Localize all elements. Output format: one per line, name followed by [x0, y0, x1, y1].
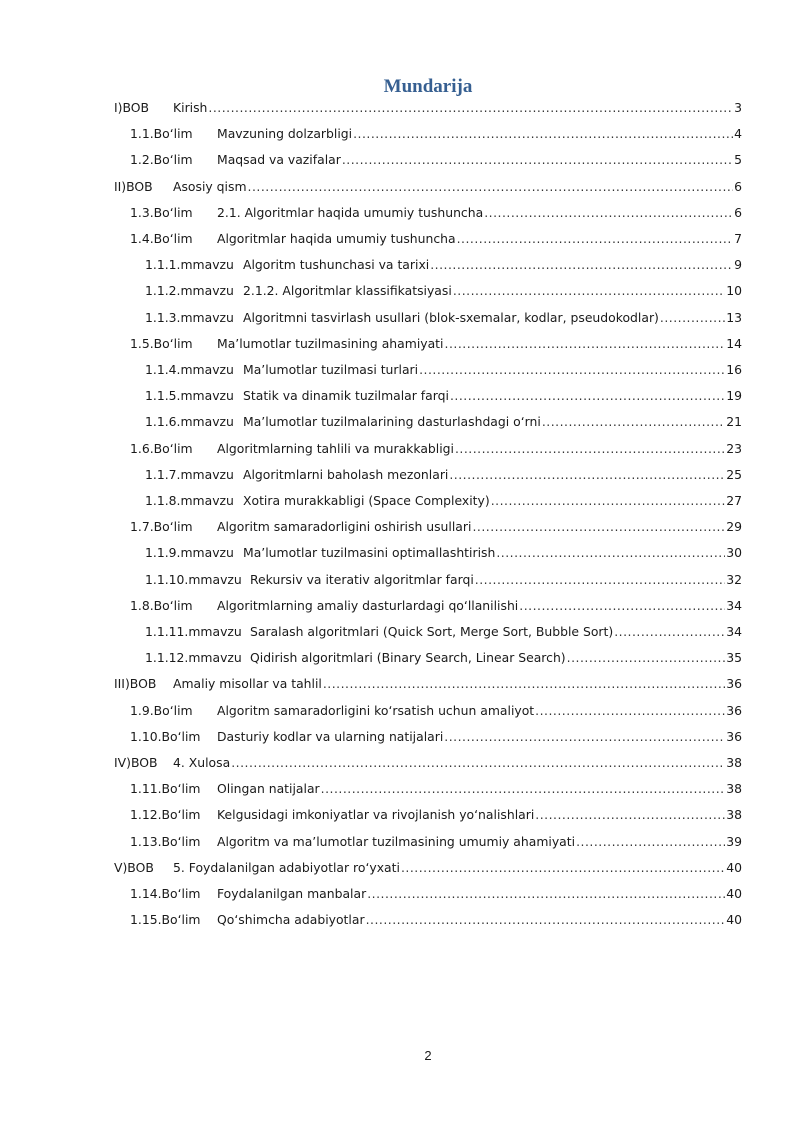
toc-entry-page: 36	[726, 702, 742, 718]
toc-entry-title: Olingan natijalar	[217, 781, 320, 797]
toc-entry-page: 23	[726, 440, 742, 456]
toc-entry-number: 1.10.Bo‘lim	[130, 728, 201, 744]
toc-leader-dots	[491, 491, 726, 511]
toc-entry[interactable]	[130, 203, 742, 223]
toc-entry-title: Kirish	[173, 100, 208, 115]
toc-entry[interactable]	[130, 884, 742, 904]
toc-entry-number: 1.1.9.mmavzu	[145, 545, 234, 561]
toc-entry-title: 2.1.2. Algoritmlar klassifikatsiyasi	[243, 283, 452, 299]
toc-entry[interactable]	[145, 491, 742, 511]
toc-entry-title: Algoritm samaradorligini ko‘rsatish uchun amaliyot	[217, 702, 535, 718]
toc-entry[interactable]	[114, 674, 742, 694]
toc-leader-dots	[535, 701, 725, 721]
toc-entry[interactable]	[130, 727, 742, 747]
toc-entry-title: Xotira murakkabligi (Space Complexity)	[243, 493, 490, 508]
toc-entry-title: Ma’lumotlar tuzilmalarining dasturlashdagi o‘rni	[243, 414, 541, 430]
toc-entry[interactable]	[130, 229, 742, 249]
toc-entry[interactable]	[145, 570, 742, 590]
page-number: 2	[424, 1048, 432, 1063]
toc-leader-dots	[449, 465, 725, 485]
toc-leader-dots	[367, 884, 725, 904]
toc-entry-number: 1.12.Bo‘lim	[130, 807, 201, 823]
toc-entry-page: 36	[726, 676, 742, 692]
toc-entry-page: 27	[726, 493, 742, 508]
toc-entry-number: 1.1.8.mmavzu	[145, 493, 234, 508]
toc-leader-dots	[660, 308, 725, 328]
toc-entry[interactable]	[130, 832, 742, 852]
toc-entry-title: Maqsad va vazifalar	[217, 152, 341, 168]
toc-entry-page: 39	[726, 833, 742, 849]
toc-entry[interactable]	[145, 465, 742, 485]
toc-entry-number: 1.6.Bo‘lim	[130, 440, 193, 456]
toc-entry[interactable]	[130, 779, 742, 799]
toc-entry-page: 4	[734, 126, 742, 142]
toc-entry-title: 2.1. Algoritmlar haqida umumiy tushuncha	[217, 204, 484, 220]
toc-entry-page: 16	[726, 362, 742, 377]
toc-leader-dots	[457, 229, 734, 249]
toc-entry-title: Amaliy misollar va tahlil	[173, 676, 322, 692]
toc-entry-page: 9	[734, 257, 742, 273]
toc-entry-number: I)BOB	[114, 100, 150, 115]
toc-entry-number: 1.3.Bo‘lim	[130, 204, 193, 220]
toc-leader-dots	[535, 805, 725, 825]
toc-leader-dots	[248, 177, 734, 197]
toc-entry-number: III)BOB	[114, 676, 157, 692]
toc-leader-dots	[419, 360, 725, 380]
toc-leader-dots	[321, 779, 726, 799]
toc-entry-page: 7	[734, 231, 742, 246]
toc-entry-page: 34	[726, 597, 742, 613]
toc-entry[interactable]	[130, 439, 742, 459]
toc-entry-page: 35	[726, 650, 742, 666]
toc-leader-dots	[567, 648, 726, 668]
toc-entry-title: Ma’lumotlar tuzilmasining ahamiyati	[217, 335, 444, 351]
toc-entry-title: Statik va dinamik tuzilmalar farqi	[243, 388, 449, 404]
toc-entry-page: 40	[726, 912, 742, 928]
toc-entry-title: Algoritmlar haqida umumiy tushuncha	[217, 231, 456, 246]
toc-entry-number: 1.9.Bo‘lim	[130, 702, 193, 718]
toc-leader-dots	[323, 674, 725, 694]
toc-entry-title: Rekursiv va iterativ algoritmlar farqi	[250, 571, 474, 587]
toc-entry-page: 34	[726, 624, 742, 639]
toc-entry-title: 4. Xulosa	[173, 755, 231, 770]
toc-entry[interactable]	[145, 543, 742, 563]
toc-entry[interactable]	[130, 596, 742, 616]
toc-entry-title: Foydalanilgan manbalar	[217, 886, 367, 901]
toc-entry-title: Algoritm samaradorligini oshirish usullari	[217, 519, 472, 535]
toc-entry-title: Algoritm va ma’lumotlar tuzilmasining umumiy ahamiyati	[217, 833, 576, 849]
toc-entry-number: 1.15.Bo‘lim	[130, 912, 201, 928]
toc-entry-page: 13	[726, 309, 742, 325]
toc-entry-page: 19	[726, 388, 742, 404]
toc-entry-page: 6	[734, 178, 742, 194]
toc-leader-dots	[475, 570, 725, 590]
toc-entry-page: 36	[726, 728, 742, 744]
toc-entry[interactable]	[114, 753, 742, 773]
toc-entry-title: Algoritmlarni baholash mezonlari	[243, 466, 449, 482]
toc-entry[interactable]	[145, 386, 742, 406]
toc-entry-page: 21	[726, 414, 742, 430]
toc-leader-dots	[401, 858, 725, 878]
toc-entry-title: Qo‘shimcha adabiyotlar	[217, 912, 365, 928]
toc-title: Mundarija	[383, 76, 473, 97]
toc-entry[interactable]	[145, 308, 742, 328]
toc-entry-title: Asosiy qism	[173, 178, 247, 194]
toc-entry[interactable]	[130, 334, 742, 354]
toc-entry[interactable]	[130, 805, 742, 825]
toc-entry[interactable]	[114, 177, 742, 197]
toc-entry-title: Algoritmni tasvirlash usullari (blok-sxemalar, kodlar, pseudokodlar)	[243, 309, 659, 325]
toc-entry[interactable]	[130, 124, 742, 144]
toc-entry-page: 14	[726, 335, 742, 351]
toc-leader-dots	[208, 98, 733, 118]
toc-entry[interactable]	[145, 255, 742, 275]
toc-entry-title: Ma’lumotlar tuzilmasi turlari	[243, 362, 419, 377]
toc-leader-dots	[353, 124, 733, 144]
toc-entry-number: 1.1.2.mmavzu	[145, 283, 234, 299]
toc-entry-page: 5	[734, 152, 742, 168]
toc-entry-number: 1.4.Bo‘lim	[130, 231, 193, 246]
toc-entry-title: Algoritmlarning tahlili va murakkabligi	[217, 440, 454, 456]
toc-entry-number: 1.1.1.mmavzu	[145, 257, 234, 273]
toc-leader-dots	[342, 150, 733, 170]
toc-entry-number: 1.1.6.mmavzu	[145, 414, 234, 430]
toc-entry[interactable]	[130, 150, 742, 170]
toc-entry-number: 1.2.Bo‘lim	[130, 152, 193, 168]
toc-leader-dots	[542, 412, 725, 432]
toc-entry-title: Mavzuning dolzarbligi	[217, 126, 353, 142]
toc-entry-page: 40	[726, 886, 742, 901]
toc-entry-page: 3	[734, 100, 742, 115]
toc-entry-title: Dasturiy kodlar va ularning natijalari	[217, 728, 444, 744]
toc-entry-number: 1.8.Bo‘lim	[130, 597, 193, 613]
toc-entry-page: 6	[734, 204, 742, 220]
toc-entry-page: 32	[726, 571, 742, 587]
toc-leader-dots	[444, 727, 725, 747]
toc-leader-dots	[496, 543, 725, 563]
toc-entry-page: 38	[726, 781, 742, 797]
toc-entry-number: 1.1.5.mmavzu	[145, 388, 234, 404]
toc-entry[interactable]	[114, 858, 742, 878]
toc-entry-number: 1.1.Bo‘lim	[130, 126, 193, 142]
toc-entry-title: Ma’lumotlar tuzilmasini optimallashtirish	[243, 545, 496, 561]
toc-entry-page: 30	[726, 545, 742, 561]
toc-entry-title: 5. Foydalanilgan adabiyotlar ro‘yxati	[173, 859, 400, 875]
toc-entry-number: 1.11.Bo‘lim	[130, 781, 201, 797]
toc-entry-page: 40	[726, 859, 742, 875]
toc-entry-page: 10	[726, 283, 742, 299]
toc-entry-number: 1.1.10.mmavzu	[145, 571, 242, 587]
toc-entry-page: 38	[726, 807, 742, 823]
toc-entry-number: 1.7.Bo‘lim	[130, 519, 193, 535]
toc-leader-dots	[450, 386, 725, 406]
toc-leader-dots	[366, 910, 726, 930]
toc-entry[interactable]	[130, 701, 742, 721]
toc-leader-dots	[472, 517, 725, 537]
toc-entry[interactable]	[130, 517, 742, 537]
toc-entry-number: 1.1.4.mmavzu	[145, 362, 234, 377]
toc-leader-dots	[484, 203, 733, 223]
toc-leader-dots	[455, 439, 725, 459]
toc-leader-dots	[231, 753, 725, 773]
toc-entry[interactable]	[145, 648, 742, 668]
toc-entry[interactable]	[145, 412, 742, 432]
toc-entry-page: 38	[726, 755, 742, 770]
toc-leader-dots	[430, 255, 733, 275]
toc-entry-number: V)BOB	[114, 859, 154, 875]
toc-leader-dots	[453, 281, 725, 301]
toc-leader-dots	[445, 334, 726, 354]
toc-entry-number: 1.1.7.mmavzu	[145, 466, 234, 482]
toc-entry-number: IV)BOB	[114, 755, 158, 770]
toc-leader-dots	[614, 622, 725, 642]
toc-entry-number: 1.1.12.mmavzu	[145, 650, 242, 666]
toc-entry[interactable]	[145, 622, 742, 642]
toc-entry-number: 1.14.Bo‘lim	[130, 886, 201, 901]
toc-entry[interactable]	[145, 281, 742, 301]
toc-entry-number: 1.1.11.mmavzu	[145, 624, 242, 639]
toc-entry-title: Algoritm tushunchasi va tarixi	[243, 257, 430, 273]
toc-entry-page: 25	[726, 466, 742, 482]
toc-entry[interactable]	[145, 360, 742, 380]
toc-entry[interactable]	[114, 98, 742, 118]
toc-entry-title: Qidirish algoritmlari (Binary Search, Linear Search)	[250, 650, 566, 666]
toc-entry-number: 1.5.Bo‘lim	[130, 335, 193, 351]
toc-entry-title: Saralash algoritmlari (Quick Sort, Merge Sort, Bubble Sort)	[250, 624, 614, 639]
toc-leader-dots	[519, 596, 725, 616]
toc-entry-number: 1.13.Bo‘lim	[130, 833, 201, 849]
toc-entry-number: II)BOB	[114, 178, 153, 194]
toc-entry[interactable]	[130, 910, 742, 930]
toc-entry-title: Kelgusidagi imkoniyatlar va rivojlanish yo‘nalishlari	[217, 807, 535, 823]
toc-entry-title: Algoritmlarning amaliy dasturlardagi qo‘llanilishi	[217, 597, 519, 613]
toc-entry-number: 1.1.3.mmavzu	[145, 309, 234, 325]
toc-entry-page: 29	[726, 519, 742, 535]
toc-leader-dots	[576, 832, 725, 852]
